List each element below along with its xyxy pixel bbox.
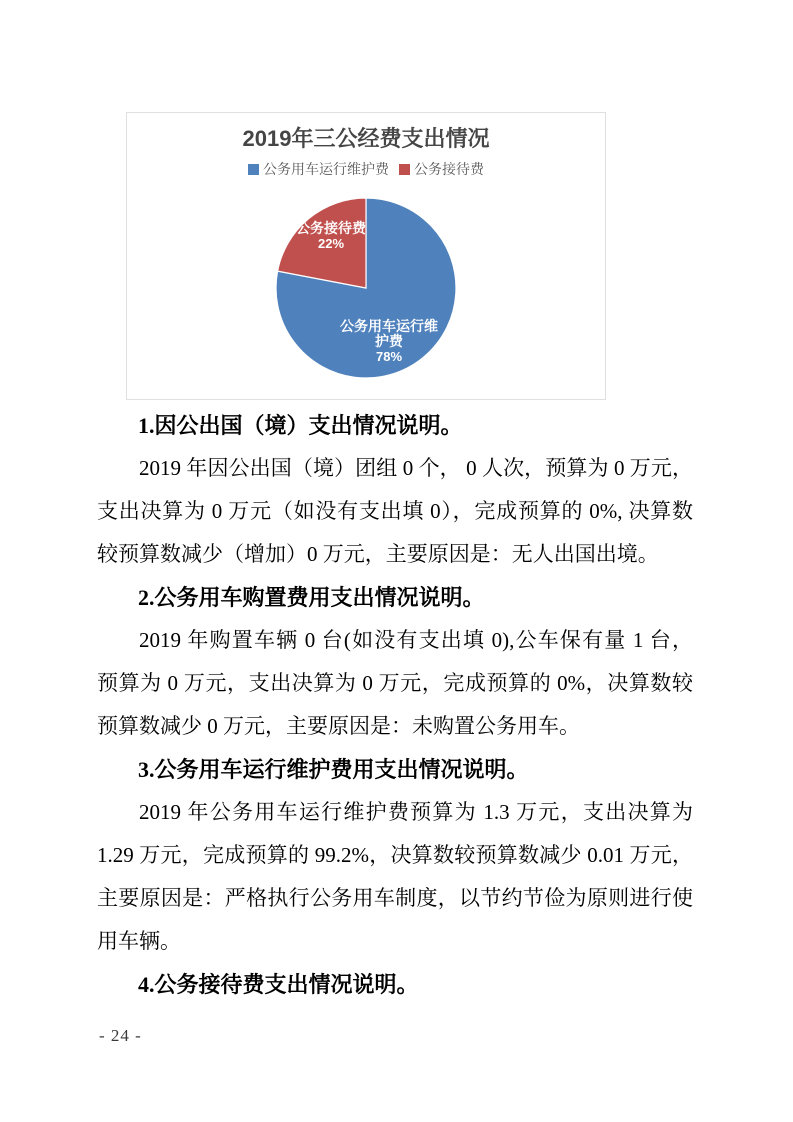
legend-label: 公务接待费 bbox=[414, 161, 484, 177]
paragraph-line: 2019 年公务用车运行维护费预算为 1.3 万元，支出决算为 bbox=[139, 800, 693, 824]
page-number: - 24 - bbox=[99, 1026, 142, 1045]
pie-slice-label-vehicle bbox=[319, 319, 459, 364]
paragraph-line: 预算数减少 0 万元，主要原因是：未购置公务用车。 bbox=[97, 714, 580, 738]
paragraph-line: 2019 年因公出国（境）团组 0 个， 0 人次，预算为 0 万元， bbox=[139, 456, 693, 480]
paragraph-line: 主要原因是：严格执行公务用车制度，以节约节俭为原则进行使 bbox=[97, 886, 693, 910]
section-heading: 3.公务用车运行维护费用支出情况说明。 bbox=[138, 757, 529, 782]
paragraph-line: 用车辆。 bbox=[97, 929, 181, 953]
pie-slice-label-line: 78% bbox=[375, 349, 403, 364]
pie-slice-label-line: 公务用车运行维 bbox=[340, 318, 438, 334]
chart-title: 2019年三公经费支出情况 bbox=[242, 126, 490, 151]
paragraph-line: 预算为 0 万元，支出决算为 0 万元，完成预算的 0%，决算数较 bbox=[97, 671, 693, 695]
pie-slice-label-line: 护费 bbox=[375, 333, 403, 349]
paragraph-line: 较预算数减少（增加）0 万元，主要原因是：无人出国出境。 bbox=[97, 542, 659, 566]
pie-chart-card bbox=[126, 112, 606, 400]
paragraph-line: 支出决算为 0 万元（如没有支出填 0），完成预算的 0%, 决算数 bbox=[97, 499, 693, 523]
pie-slice-label-line: 22% bbox=[317, 236, 345, 251]
section-heading: 1.因公出国（境）支出情况说明。 bbox=[138, 413, 463, 438]
legend-label: 公务用车运行维护费 bbox=[263, 161, 389, 177]
section-heading: 2.公务用车购置费用支出情况说明。 bbox=[138, 585, 485, 610]
pie-slice-label-reception bbox=[261, 221, 401, 251]
pie-slice-label-line: 公务接待费 bbox=[296, 220, 366, 236]
section-heading: 4.公务接待费支出情况说明。 bbox=[138, 972, 419, 997]
paragraph-line: 2019 年购置车辆 0 台(如没有支出填 0),公车保有量 1 台， bbox=[139, 628, 693, 652]
document-sections bbox=[97, 404, 693, 1006]
paragraph-line: 1.29 万元，完成预算的 99.2%，决算数较预算数减少 0.01 万元， bbox=[97, 843, 693, 867]
